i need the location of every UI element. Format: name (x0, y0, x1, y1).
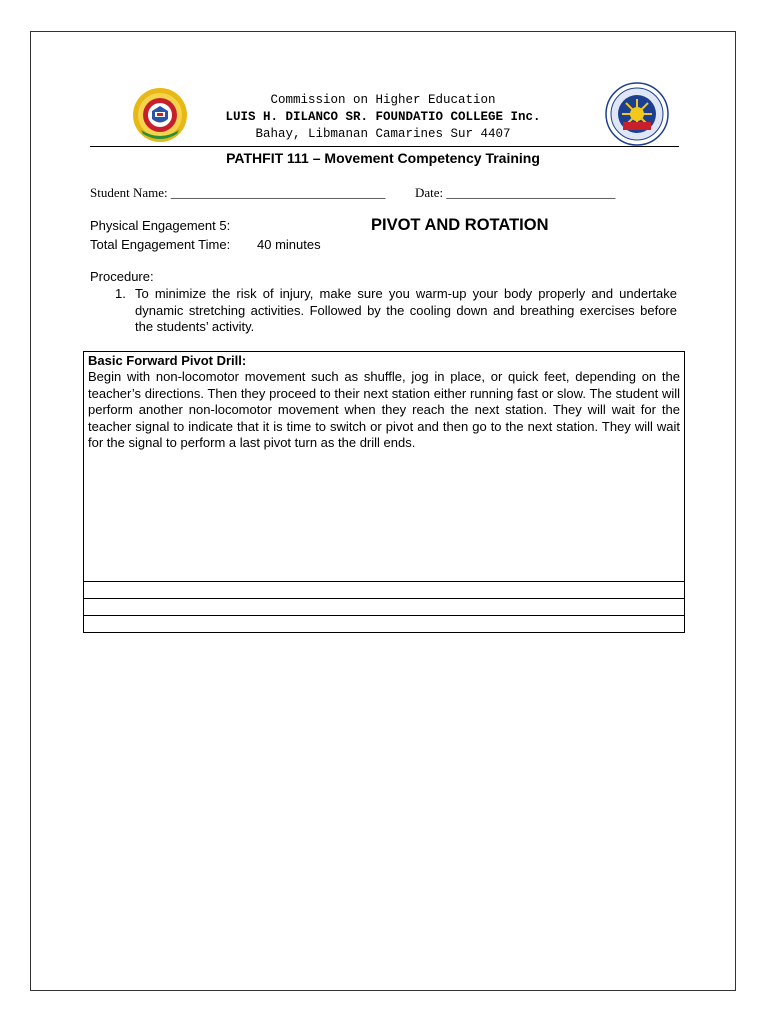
engagement-time-label: Total Engagement Time: (90, 237, 231, 252)
engagement-title: PIVOT AND ROTATION (371, 216, 549, 234)
table-row[interactable] (84, 582, 684, 599)
list-item-text: To minimize the risk of injury, make sure you warm-up your body properly and undertake dynamic stretching activities. Followed by the cooling down and breathing exercises before the students’ activity. (135, 286, 677, 334)
engagement-time-value: 40 minutes (257, 237, 321, 252)
document-page (30, 31, 736, 991)
procedure-label: Procedure: (90, 269, 154, 284)
course-title: PATHFIT 111 – Movement Competency Training (226, 150, 540, 166)
table-row[interactable] (84, 599, 684, 616)
procedure-list (115, 286, 677, 336)
college-address: Bahay, Libmanan Camarines Sur 4407 (255, 127, 511, 141)
drill-title: Basic Forward Pivot Drill: (88, 353, 247, 368)
drill-table (83, 351, 685, 633)
ched-heading: Commission on Higher Education (270, 93, 496, 107)
drill-description: Begin with non-locomotor movement such as shuffle, jog in place, or quick feet, depending on the teacher’s directions. Then they proceed to their next station either running fast or slow. The student will perform another non-locomotor movement when they reach the next station. They will wait for the teacher signal to indicate that it is time to switch or pivot and then go to the next station. They will wait for the signal to perform a last pivot turn as the drill ends. (88, 369, 680, 450)
list-item (115, 286, 677, 336)
list-item-number: 1. (115, 286, 126, 301)
table-row[interactable] (84, 616, 684, 632)
college-name: LUIS H. DILANCO SR. FOUNDATIO COLLEGE Inc. (225, 110, 541, 124)
student-name-field[interactable]: Student Name: _________________________________ (90, 185, 386, 200)
engagement-label: Physical Engagement 5: (90, 218, 231, 233)
date-field[interactable]: Date: __________________________ (415, 185, 616, 200)
header-divider (90, 146, 679, 147)
drill-cell (84, 352, 684, 582)
